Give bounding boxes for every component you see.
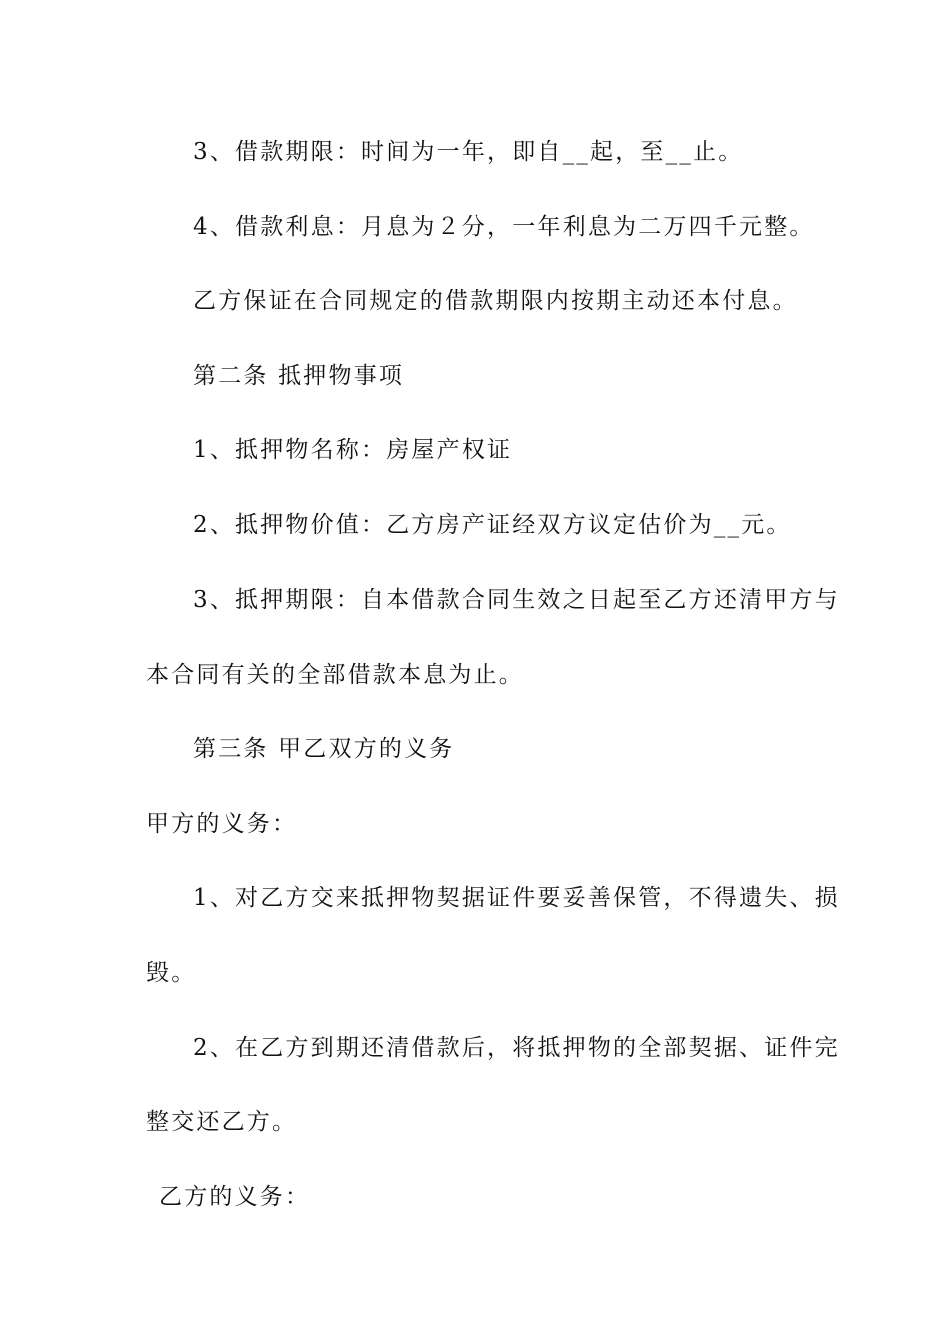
clause-party-a-return-continued: 整交还乙方。 xyxy=(146,1109,298,1135)
clause-collateral-value: 2、抵押物价值：乙方房产证经双方议定估价为__元。 xyxy=(193,512,792,538)
clause-loan-interest: 4、借款利息：月息为２分，一年利息为二万四千元整。 xyxy=(193,214,815,240)
subheading-party-a-obligations: 甲方的义务： xyxy=(146,811,298,837)
clause-repayment-guarantee: 乙方保证在合同规定的借款期限内按期主动还本付息。 xyxy=(193,288,798,314)
clause-collateral-term: 3、抵押期限：自本借款合同生效之日起至乙方还清甲方与 xyxy=(193,587,840,613)
section-heading-collateral: 第二条 抵押物事项 xyxy=(193,363,405,389)
clause-loan-term: 3、借款期限：时间为一年，即自__起，至__止。 xyxy=(193,139,744,165)
subheading-party-b-obligations: 乙方的义务： xyxy=(159,1184,311,1210)
clause-party-a-safekeeping-continued: 毁。 xyxy=(146,960,197,986)
section-heading-obligations: 第三条 甲乙双方的义务 xyxy=(193,736,455,762)
clause-collateral-term-continued: 本合同有关的全部借款本息为止。 xyxy=(146,662,524,688)
clause-party-a-return: 2、在乙方到期还清借款后，将抵押物的全部契据、证件完 xyxy=(193,1035,840,1061)
clause-collateral-name: 1、抵押物名称：房屋产权证 xyxy=(193,437,513,463)
clause-party-a-safekeeping: 1、对乙方交来抵押物契据证件要妥善保管，不得遗失、损 xyxy=(193,885,840,911)
